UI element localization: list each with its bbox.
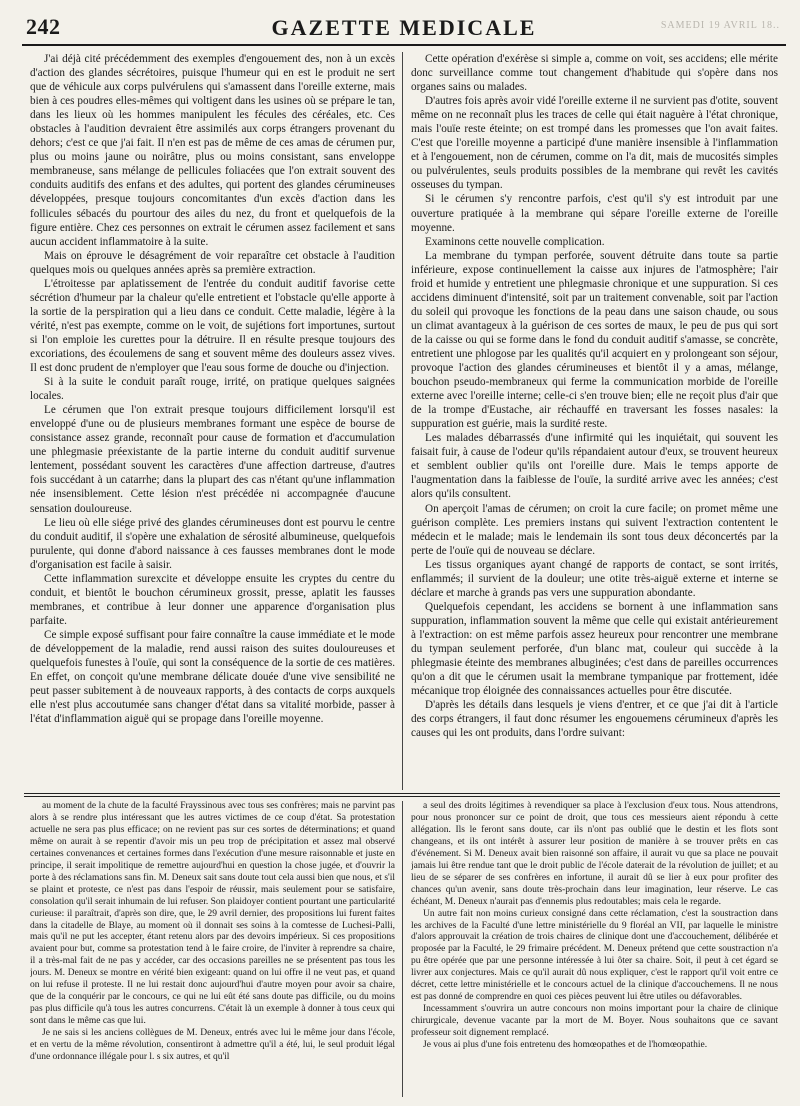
feuilleton-column-left [30, 801, 395, 1097]
article-paragraph: Si le cérumen s'y rencontre parfois, c'est qu'il s'y est introduit par une ouverture pratiquée à la membrane qui sépare l'oreille externe de l'oreille moyenne. [411, 193, 778, 234]
article-paragraph: Les malades débarrassés d'une infirmité qui les inquiétait, qui souvent les faisait fuir, à cause de l'odeur qu'ils répandaient autour d'eux, se trouvent heureux et semblent oublier qu'ils ont l'oreille dure. Mais le temps apporte de l'augmentation dans la faiblesse de l'ouïe, la surdité arrive avec les années; c'est alors qu'ils consultent. [411, 432, 778, 501]
article-paragraph: L'étroitesse par aplatissement de l'entrée du conduit auditif favorise cette sécrétion d'humeur par la chaleur qu'elle entretient et l'obstacle qu'elle apporte à la sortie de la perspiration qui a lieu dans ce conduit. Cette maladie, légère à la vérité, n'est pas exempte, comme on le voit, de sujétions fort importunes, surtout si l'on emploie les curettes pour la détruire. Il en résulte presque toujours des excoriations, des écoulemens de sang et souvent même des douleurs assez vives. Il est donc prudent de n'employer que l'eau sous forme de douche ou d'injection. [30, 277, 395, 375]
feuilleton-column-right [411, 801, 778, 1097]
column-divider [402, 52, 403, 790]
article-paragraph: Cette inflammation surexcite et développe ensuite les cryptes du centre du conduit, et bientôt le bouchon cérumineux grossit, presse, aplatit les fausses membranes, et contribue à leur donner une apparence d'organisation plus parfaite. [30, 572, 395, 627]
page-number: 242 [26, 14, 61, 39]
article-paragraph: Si à la suite le conduit paraît rouge, irrité, on pratique quelques saignées locales. [30, 376, 395, 403]
article-paragraph: D'autres fois après avoir vidé l'oreille externe il ne survient pas d'otite, souvent même on ne reconnaît plus les traces de celle qui était naguère à l'état chronique, mais l'ouïe reste éteinte; on est trompé dans les promesses que l'on avait faites. C'est que l'oreille moyenne a participé d'une manière insensible à l'inflammation et à l'engouement, non de cérumen, comme on l'a dit, mais de mucosités simples ou pulvérulentes, seuls produits possibles de la membrane qui revêt les cavités osseuses du tympan. [411, 95, 778, 192]
article-paragraph: D'après les détails dans lesquels je viens d'entrer, et ce que j'ai dit à l'article des corps étrangers, il faut donc résumer les engouemens cérumineux d'après les causes qui les ont produits, dans l'ordre suivant: [411, 699, 778, 740]
article-paragraph: Les tissus organiques ayant changé de rapports de contact, se sont irrités, enflammés; il survient de la douleur; une otite très-aiguë externe et interne se déclare et marche à grands pas vers une suppuration abondante. [411, 558, 778, 599]
article-paragraph: Le lieu où elle siége privé des glandes cérumineuses dont est pourvu le centre du conduit auditif, il s'opère une exhalation de sérosité albumineuse, quelquefois purulente, qui donne d'abord naissance à ces fausses membranes dont le mode d'organisation est facile à saisir. [30, 516, 395, 571]
feuilleton-paragraph: Je ne sais si les anciens collègues de M. Deneux, entrés avec lui le même jour dans l'école, et en vertu de la même révolution, consentiront à admettre qu'il a été, lui, le seul produit légal d'une ordonnance illégale pour l. s six autres, et qu'il [30, 1028, 395, 1063]
journal-title: GAZETTE MEDICALE [271, 15, 537, 40]
page-header [22, 14, 786, 46]
feuilleton-paragraph: a seul des droits légitimes à revendiquer sa place à l'exclusion d'eux tous. Nous attendrons, pour nous prononcer sur ce point de droit, que tous ces messieurs aient répondu à cette allégation. Ils le feront sans doute, car ils n'ont pas oublié que le destin et les flots sont changeans, et ils ont intérêt à assurer leur position de manière à se trouver prêts en cas d'événement. Si M. Deneux avait bien raisonné son affaire, il aurait vu que sa place ne pouvait jamais lui être rendue tant que le droit public de l'école daterait de la révolution de juillet; et au lieu de se séparer de ses confrères en infortune, il aurait dû se lier à eux pour profiter des chances qu'un avenir, sans doute très-prochain dans leur imagination, leur réserve. Le cas échéant, M. Deneux n'aurait pas d'ennemis plus redoutables; mais cela le regarde. [411, 801, 778, 907]
feuilleton-paragraph: Un autre fait non moins curieux consigné dans cette réclamation, c'est la soustraction dans les archives de la Faculté d'une lettre ministérielle du 9 floréal an VII, par laquelle le ministre d'alors approuvait la création de trois chaires de clinique dont une d'accouchement, délibérée et proposée par la Faculté, le 29 frimaire précédent. M. Deneux prétend que cette soustraction n'a pu être opérée que par une personne intéressée à lui ôter sa chaire. Soit, il peut à cet égard se livrer aux conjectures. Mais ce qu'il aurait dû nous expliquer, c'est le rapport qu'il voit entre ce décret, cette lettre ministérielle et le concours actuel de la clinique d'accouchemens. Il ne nous est pas donné de comprendre en quoi ces pièces peuvent lui être utiles ou défavorables. [411, 908, 778, 1003]
feuilleton-column-divider [402, 801, 403, 1097]
article-paragraph: La membrane du tympan perforée, souvent détruite dans toute sa partie inférieure, expose continuellement la caisse aux injures de l'atmosphère; l'air froid et humide y entretient une phlegmasie chronique et une suppuration. Si ces accidens diminuent d'intensité, soit par un traitement convenable, soit par l'action du soleil qui provoque les fonctions de la peau dans une saison chaude, ou sous un climat avantageux à la guérison de ces sortes de maux, le peu de pus qui sort de la caisse ou qui se forme dans le fond du conduit auditif s'amasse, se concrète, entretient une phlogose par les qualités qu'il acquiert en y prolongeant son séjour, provoque l'action des glandes cérumineuses et bientôt il y a amas, mélange, bouchon pseudo-membraneux qui ferme la communication morbide de l'oreille externe avec l'oreille interne; celle-ci s'en trouve bien; elle ne reçoit plus d'air que de la trompe d'Eustache, air réchauffé en traversant les fosses nasales: la suppuration est guérie, mais la surdité reste. [411, 249, 778, 431]
article-paragraph: Examinons cette nouvelle complication. [425, 235, 605, 248]
section-separator-double [24, 796, 780, 797]
article-paragraph: On aperçoit l'amas de cérumen; on croit la cure facile; on promet même une guérison complète. Les premiers instans qui suivent l'extraction contentent le médecin et le malade; mais le lendemain ils sont tous deux déconcertés par la perte de l'ouïe qui de nouveau se déclare. [411, 502, 778, 557]
header-faint-text: SAMEDI 19 AVRIL 18.. [660, 20, 780, 31]
feuilleton-paragraph: au moment de la chute de la faculté Frayssinous avec tous ses confrères; mais ne parvint pas alors à se rendre plus intéressant que les autres victimes de ce coup d'état. Sa protestation actuelle ne sera pas plus efficace; on ne revient pas sur ces sortes de déterminations; et quand même on aurait à se repentir d'avoir mis un peu trop de précipitation et assez mal observé certaines convenances et certaines formes dans l'exécution d'une mesure raisonnable et juste en principe, il serait impolitique de remettre aujourd'hui en question la chose jugée, et d'ouvrir la porte à des réclamations sans fin. M. Deneux sait sans doute tout cela aussi bien que nous, et s'il se plaint et proteste, ce n'est pas dans l'espoir de réussir, mais seulement pour se satisfaire, consolation qu'il serait inhumain de lui refuser. Son plaidoyer contient pourtant une particularité curieuse: il paraîtrait, d'après son dire, que, le 29 avril dernier, des propositions lui furent faites dans la citadelle de Blaye, au moment où il donnait ses soins à la comtesse de Luchesi-Palli, mais qu'il ne put les accepter, étant retenu alors par des devoirs impérieux. Si ces propositions avaient pour but, comme sa protestation tend à le faire croire, de l'inviter à reprendre sa chaire, il a très-mal fait de ne pas y accéder, car des occasions pareilles ne se présentent pas tous les jours. M. Deneux se montre en vérité bien exigeant: quand on lui offre il ne veut pas, et quand on lui refuse il proteste. Il ne lui restait donc aujourd'hui d'autre moyen pour avoir sa chaire, que de la conquérir par le concours, ce qui ne lui eût été sans doute pas difficile, ou du moins pas plus difficile qu'à tous les autres concurrens. C'était là un exemple à donner à tous ceux qui sont dans le même cas que lui. [30, 801, 395, 1027]
feuilleton-section [30, 801, 778, 1097]
feuilleton-paragraph: Incessamment s'ouvrira un autre concours non moins important pour la chaire de clinique chirurgicale, devenue vacante par la mort de M. Boyer. Nous souhaitons que ce savant professeur soit dignement remplacé. [411, 1004, 778, 1039]
article-paragraph: Ce simple exposé suffisant pour faire connaître la cause immédiate et le mode de développement de la maladie, rend aussi raison des suites douloureuses et quelquefois funestes à l'ouïe, qui sont la conséquence de la sortie de ces matières. En effet, on conçoit qu'une membrane délicate douée d'une vive sensibilité ne peut passer subitement à de nouveaux rapports, à des contacts de corps auxquels elle n'est plus accoutumée sans changer d'état dans sa vitalité morbide, passer à l'état d'inflammation aiguë qui se propage dans l'oreille moyenne. [30, 628, 395, 726]
article-paragraph: Cette opération d'exérèse si simple a, comme on voit, ses accidens; elle mérite donc surveillance comme tout changement d'habitude qui s'opère dans nos organes sains ou malades. [411, 53, 778, 94]
article-paragraph: Mais on éprouve le désagrément de voir reparaître cet obstacle à l'audition quelques mois ou quelques années après sa première extraction. [30, 249, 395, 276]
main-article [30, 52, 778, 790]
feuilleton-paragraph: Je vous ai plus d'une fois entretenu des homœopathes et de l'homœopathie. [423, 1040, 708, 1051]
article-paragraph: Quelquefois cependant, les accidens se bornent à une inflammation sans suppuration, inflammation souvent la même que celle qui existait antérieurement à l'extraction: on est même parfois assez heureux pour rencontrer une membrane du tympan seulement perforée, d'un blanc mat, couleur qui succède à la phlegmasie éteinte des membranes albuginées; c'est dans de pareilles occurrences qu'on a dit que le cérumen usait la membrane tympanique par frottement, idée mécanique trop éloignée des connaissances actuelles pour être discutée. [411, 600, 778, 698]
section-separator [24, 793, 780, 794]
article-column-left [30, 52, 395, 790]
article-paragraph: J'ai déjà cité précédemment des exemples d'engouement des, non à un excès d'action des glandes sécrétoires, puisque l'humeur qui en est le produit ne sert que de véhicule aux corps pulvérulens qui s'amassent dans l'oreille externe, mais bien à ces poudres elles-mêmes qui voltigent dans les usines où se prépare le tan, dans les lieux où les hommes manipulent les fécules des céréales, etc. Ces obstacles à l'audition devraient être assimilés aux corps étrangers provenant du dehors; c'est ce que j'ai fait. Il n'en est pas de même de ces amas de cérumen pur, plus ou moins jaune ou noirâtre, plus ou moins consistant, sans enveloppe membraneuse, sans mélange de pellicules foliacées que l'on extrait souvent des conduits auditifs des enfans et des adultes, qui portent des glandes cérumineuses développées, presque toujours concomitantes d'un excès d'action dans les follicules sébacés du pourtour des ailes du nez, du front et quelquefois de la figure entière. Chez ces personnes on extrait le cérumen assez facilement et sans aucun accident inflammatoire à la suite. [30, 53, 395, 248]
article-column-right [411, 52, 778, 790]
article-paragraph: Le cérumen que l'on extrait presque toujours difficilement lorsqu'il est enveloppé d'une ou de plusieurs membranes formant une espèce de bourse de consistance assez grande, reconnaît pour cause de formation et d'accumulation une phlegmasie préexistante de la partie interne du conduit auditif survenue lentement, possédant souvent les caractères d'une affection dartreuse, d'autres fois succédant à un catarrhe; dans la plupart des cas n'étant qu'une inflammation née insensiblement. Cette lésion n'est précédée ni accompagnée d'aucune sensation douloureuse. [30, 404, 395, 515]
